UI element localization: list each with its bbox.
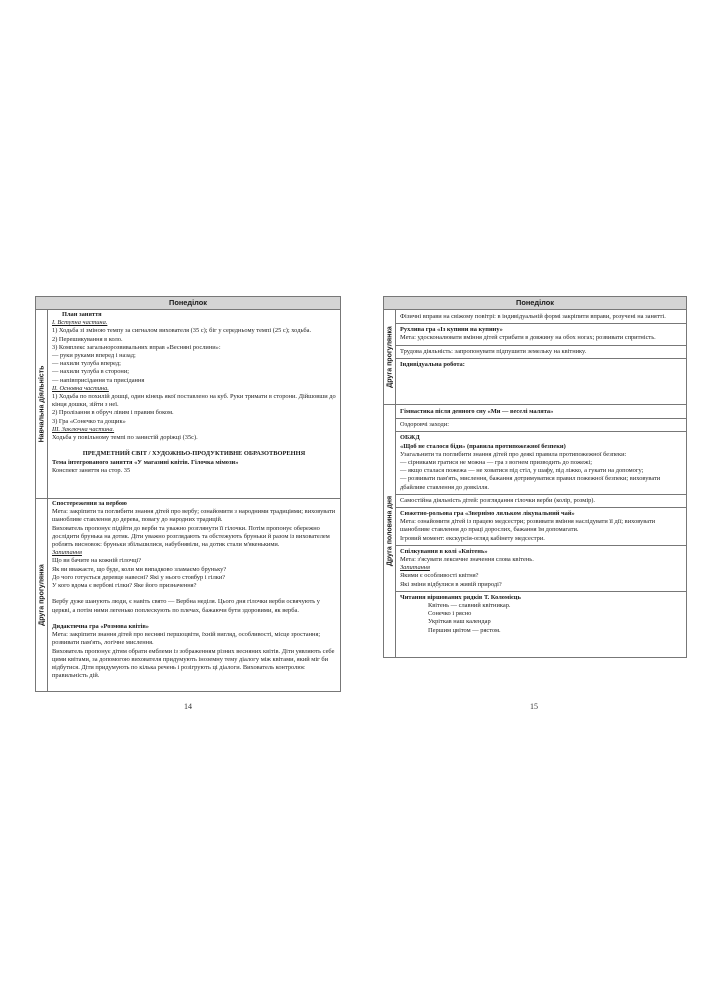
content-row — [396, 495, 686, 508]
left-section-2-label: Друга прогулянка — [36, 499, 48, 691]
right-page-header: Понеділок — [383, 296, 687, 310]
text-line: — якщо сталася пожежа — не ховатися під стіл, у шафу, під ліжко, а гукати на допомогу; — [400, 467, 644, 475]
content-row — [396, 419, 686, 432]
text-line: Мета: закріпити та поглибити знання дітей про вербу; ознайомити з народними традиціями; виховувати шанобливе ставлення до дерева, повагу до народних традицій. — [52, 508, 336, 524]
text-line: Рухлива гра «Із купини на купину» — [400, 326, 503, 334]
text-line: Ігровий момент: екскурсія-огляд кабінету медсестри. — [400, 534, 545, 542]
text-line: Оздоровчі заходи: — [400, 421, 449, 429]
text-line: 2) Перешикування в коло. — [52, 335, 123, 343]
right-page-number: 15 — [530, 702, 538, 711]
content-row — [396, 508, 686, 546]
text-line: — нахили тулуба в сторони; — [52, 368, 130, 376]
right-section-2-label: Друга половина дня — [384, 405, 396, 657]
text-line: 1) Ходьба по похилій дошці, один кінець якої поставлено на куб. Руки тримати в сторони. Дійшовши до кінця дошки, зійти з неї. — [52, 393, 336, 409]
text-line: До чого готується деревце навесні? Які у нього стовбур і гілки? — [52, 573, 226, 581]
text-line: 3) Комплекс загальнорозвивальних вправ «Весняні рослини»: — [52, 343, 221, 351]
content-row — [396, 311, 686, 324]
right-section-2-content — [396, 405, 686, 657]
text-line: Мета: закріпити знання дітей про весняні першоцвіти, їхній вигляд, особливості, місце зростання; розвивати пам'ять, логічне мислення. — [52, 631, 321, 647]
content-row — [396, 324, 686, 345]
content-row — [396, 592, 686, 637]
text-line: Тема інтегрованого заняття «У магазині квітів. Гілочка мімози» — [52, 458, 239, 466]
right-section-1-content — [396, 310, 686, 404]
text-line: Дидактична гра «Розмова квітів» — [52, 623, 149, 631]
text-line: Мета: з'ясувати лексичне значення слова квітень. — [400, 556, 534, 564]
text-line: Спостереження за вербою — [52, 500, 127, 507]
content-row — [396, 346, 686, 359]
text-line: Укріткав наш календар — [428, 618, 491, 626]
text-line: III. Заключна частина. — [52, 425, 115, 433]
right-section-1 — [383, 310, 687, 405]
text-line: У кого вдома є вербові гілки? Яке його призначення? — [52, 582, 197, 590]
text-line: Трудова діяльність: запропонувати підпушити земельку на квітнику. — [400, 347, 587, 355]
text-line: Вихователь пропонує дітям обрати емблеми із зображенням різних весняних квітів. Діти уявляють себе цими квітами, за допомогою вихователя придумують іноземну тему діалогу між квітами, який міг би відбутися. Діти придумують по кілька речень і розігрують ці діалоги. Вихователь контролює правильність дій. — [52, 647, 335, 680]
text-line: Що ви бачите на кожній гілочці? — [52, 557, 142, 565]
spacer — [52, 615, 336, 623]
left-page-number: 14 — [184, 702, 192, 711]
text-line: — нахили тулуба вперед; — [52, 360, 121, 368]
text-line: План заняття — [62, 311, 102, 318]
text-line: Спілкування в колі «Квітень» — [400, 547, 488, 555]
left-page — [35, 296, 341, 692]
text-line: Самостійна діяльність дітей: розглядання гілочки верби (колір, розмір). — [400, 496, 596, 504]
content-row — [396, 359, 686, 371]
text-line: Як ви вважаєте, що буде, коли ми випадково зламаємо бруньку? — [52, 565, 227, 573]
left-section-2 — [35, 499, 341, 692]
content-row — [396, 432, 686, 494]
content-row — [396, 406, 686, 419]
left-section-1-label: Навчальна діяльність — [36, 310, 48, 498]
text-line: Вербу дуже шанують люди, є навіть свято — Вербна неділя. Цього дня гілочки верби освячують у церкві, а потім ними легенько поплескують по плечах, бажаючи бути здоровими, як верба. — [52, 598, 320, 614]
text-line: Квітень — славний квітникар. — [428, 602, 511, 610]
text-line: «Щоб не сталося біди» (правила протипожежної безпеки) — [400, 442, 566, 450]
left-section-2-content — [48, 499, 340, 691]
content-row — [396, 546, 686, 592]
text-line: Мета: удосконалювати вміння дітей стрибати в довжину на обох ногах; розвивати спритність. — [400, 334, 656, 342]
text-line: Узагальнити та поглибити знання дітей про деякі правила протипожежної безпеки: — [400, 450, 627, 458]
text-line: Першим цвітом — рястом. — [428, 626, 501, 634]
right-section-1-label: Друга прогулянка — [384, 310, 396, 404]
left-page-header: Понеділок — [35, 296, 341, 310]
text-line: ПРЕДМЕТНИЙ СВІТ / ХУДОЖНЬО-ПРОДУКТИВНЕ ОБРАЗОТВОРЕННЯ — [82, 450, 306, 458]
text-line: 3) Гра «Сонечко та дощик» — [52, 417, 126, 425]
text-line: 1) Ходьба зі зміною темпу за сигналом вихователя (35 с); біг у середньому темпі (25 с); ходьба. — [52, 327, 312, 335]
text-line: II. Основна частина. — [52, 384, 109, 392]
right-section-2 — [383, 405, 687, 658]
text-line: 2) Пролізання в обруч лівим і правим боком. — [52, 409, 174, 417]
left-section-1 — [35, 310, 341, 499]
text-line: Якими є особливості квітня? — [400, 572, 479, 580]
text-line: Читання віршованих рядків Т. Коломієць — [400, 593, 521, 601]
text-line: Гімнастика після денного сну «Ми — веселі малята» — [400, 408, 554, 415]
left-section-1-content — [48, 310, 340, 498]
text-line: Вихователь пропонує підійти до верби та уважно розглянути її гілочки. Потім пропонує обережно дослідити брунька на дотик. Діти уважно розглядають та обстежують бруньки й разом із вихователем роблять висновок: бруньки збільшилися, набубнявіли, на дотик стали м'якенькими. — [52, 524, 330, 549]
right-page — [383, 296, 687, 658]
spacer — [52, 590, 336, 598]
text-line: Конспект заняття на стор. 35 — [52, 466, 131, 474]
text-line: — сірниками гратися не можна — гра з вогнем призводить до пожежі; — [400, 459, 593, 467]
text-line: Мета: ознайомити дітей із працею медсестри; розвивати вміння наслідувати її дії; виховувати шанобливе ставлення до праці дорослих, бажання їм допомагати. — [400, 518, 656, 534]
text-line: — напівприсідання та присідання — [52, 376, 145, 384]
text-line: — руки руками вперед і назад; — [52, 352, 136, 360]
text-line: Які зміни відбулися в живій природі? — [400, 580, 502, 588]
text-line: — розвивати пам'ять, мислення, бажання дотримуватися правил пожежної безпеки; виховувати дбайливе ставлення до довкілля. — [400, 475, 661, 491]
text-line: Запитання — [52, 549, 82, 557]
text-line: Сюжетно-рольова гра «Звернімо ляльком лікувальний чай» — [400, 510, 575, 518]
text-line: Сонечко і рясно — [428, 610, 472, 618]
text-line: Індивідуальна робота: — [400, 360, 465, 368]
text-line: I. Вступна частина. — [52, 319, 108, 327]
text-line: Ходьба у повільному темпі по занистій доріжці (35с). — [52, 434, 198, 442]
text-line: Запитання — [400, 564, 430, 572]
text-line: Фізичні вправи на свіжому повітрі: в індивідуальній формі закріпити вправи, розучені на занятті. — [400, 313, 666, 320]
text-line: ОБЖД — [400, 434, 420, 442]
